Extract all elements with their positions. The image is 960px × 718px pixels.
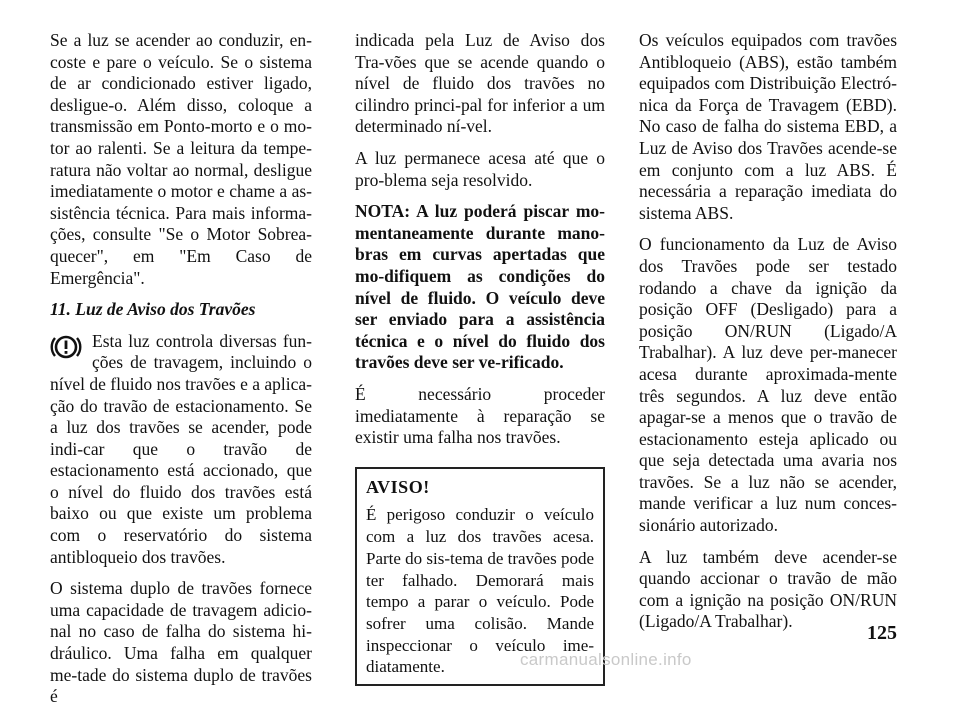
paragraph-abs: Os veículos equipados com travões Antibloqueio (ABS), estão também equipados com Distribuição Electró-nica da Força de Travagem (EBD). No caso de falha do sistema EBD, a Luz de Aviso dos Travões acende-se em conjunto com a luz ABS. É necessária a reparação imediata do sistema ABS. [639, 30, 897, 223]
section-heading: 11. Luz de Aviso dos Travões [50, 299, 256, 320]
paragraph-dual-system: O sistema duplo de travões fornece uma capacidade de travagem adicio-nal no caso de falha do sistema hi-dráulico. Uma falha em qualquer me-tade do sistema duplo de travões é [50, 578, 312, 707]
note-text: NOTA: A luz poderá piscar mo-mentaneamente durante mano-bras em curvas apertadas que mo-difiquem as condições do nível de fluido. O veículo deve ser enviado para a assistência técnica e o nível do fluido dos travões deve ser ve-rificado. [355, 201, 605, 373]
paragraph-continued: indicada pela Luz de Aviso dos Tra-vões que se acende quando o nível de fluido dos travões no cilindro princi-pal for inferior a um determinado ní-vel. [355, 30, 605, 137]
column-middle [355, 30, 605, 686]
warning-text: É perigoso conduzir o veículo com a luz dos travões acesa. Parte do sis-tema de travões pode ter falhado. Demorará mais tempo a parar o veículo. Pode sofrer uma colisão. Mande inspeccionar o veículo ime-diatamente. [366, 505, 595, 677]
paragraph-repair: É necessário proceder imediatamente à reparação se existir uma falha nos travões. [355, 383, 605, 448]
page-number: 125 [867, 622, 897, 644]
watermark: carmanualsonline.info [520, 650, 692, 669]
column-right [639, 30, 897, 643]
warning-title: AVISO! [366, 476, 430, 497]
brake-warning-icon [50, 331, 82, 363]
paragraph-light-stays: A luz permanece acesa até que o pro-blema seja resolvido. [355, 147, 605, 190]
column-left [50, 30, 312, 718]
paragraph-overheat: Se a luz se acender ao conduzir, en-coste e pare o veículo. Se o sistema de ar condicionado estiver ligado, desligue-o. Além disso, coloque a transmissão em Ponto-morto e o mo-tor ao ralenti. Se a leitura da tempe-ratura não voltar ao normal, desligue imediatamente o motor e chame a as-sistência técnica. Para mais informa-ções, consulte "Se o Motor Sobrea-quecer", em "Em Caso de Emergência". [50, 30, 312, 288]
paragraph-test: O funcionamento da Luz de Aviso dos Travões pode ser testado rodando a chave da ignição da posição OFF (Desligado) para a posição ON/RUN (Ligado/A Trabalhar). A luz deve per-manecer acesa durante aproximada-mente três segundos. A luz deve então apagar-se a menos que o travão de estacionamento esteja aplicado ou que seja detectada uma avaria nos travões. Se a luz não se acender, mande verificar a luz num conces-sionário autorizado. [639, 234, 897, 536]
paragraph-parking-brake: A luz também deve acender-se quando accionar o travão de mão com a ignição na posição ON/RUN (Ligado/A Trabalhar). [639, 546, 897, 632]
paragraph-brake-light: Esta luz controla diversas fun-ções de travagem, incluindo o nível de fluido nos travões e a aplica-ção do travão de estacionamento. Se a luz dos travões se acender, pode indi-car que o travão de estacionamento está accionado, que o nível do fluido dos travões está baixo ou que existe um problema com o reservatório do sistema antibloqueio dos travões. [50, 330, 312, 567]
